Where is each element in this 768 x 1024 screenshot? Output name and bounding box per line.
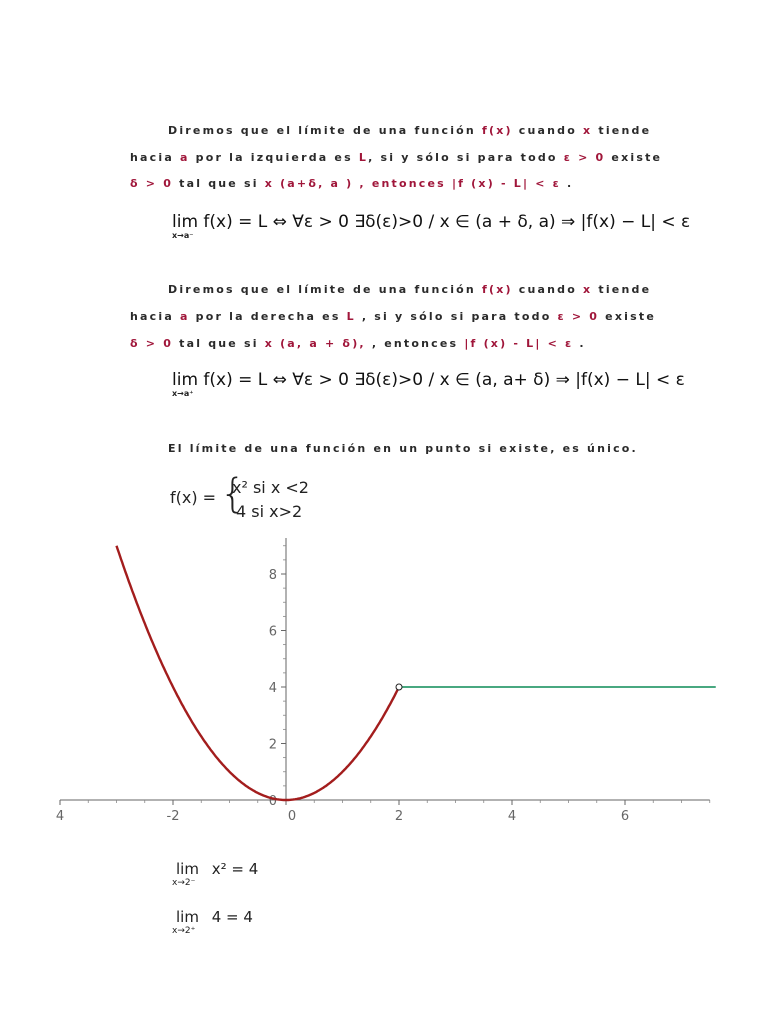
left-limit-formula	[172, 212, 690, 232]
left-limit-result	[172, 860, 259, 888]
left-result-subscript: x→2⁻	[172, 878, 196, 888]
left-formula-body: f(x) = L ⇔ ∀ε > 0 ∃δ(ε)>0 / x ∈ (a + δ, a) ⇒ |f(x) − L| < ε	[203, 212, 691, 232]
piecewise-lhs: f(x) =	[170, 488, 217, 507]
lim-symbol: lim	[172, 212, 199, 232]
y-tick-label: 0	[268, 794, 277, 809]
x-tick-label: 4	[507, 809, 517, 824]
lim-symbol: lim	[176, 860, 199, 878]
right-def-line-1: Diremos que el límite de una función f(x) cuando x tiende	[168, 283, 652, 296]
piecewise-case-1: x² si x <2	[232, 478, 309, 497]
right-result-subscript: x→2⁺	[172, 926, 196, 936]
x-tick-label: 2	[394, 809, 404, 824]
left-result-expr: x² = 4	[211, 860, 259, 878]
piecewise-brace: {	[220, 471, 246, 517]
left-def-line-1: Diremos que el límite de una función f(x) cuando x tiende	[168, 124, 652, 137]
graph-axes	[60, 538, 710, 800]
x-tick-label: -2	[166, 809, 180, 824]
y-tick-label: 6	[268, 624, 277, 640]
x-tick-label: 6	[620, 809, 630, 824]
parabola-curve	[117, 546, 400, 800]
x-tick-label: 0	[287, 809, 297, 824]
open-point-marker	[396, 684, 402, 690]
y-tick-label: 4	[268, 681, 277, 696]
left-def-line-3: δ > 0 tal que si x (a+δ, a ) , entonces |f (x) - L| < ε .	[130, 177, 574, 190]
right-formula-body: f(x) = L ⇔ ∀ε > 0 ∃δ(ε)>0 / x ∈ (a, a+ δ) ⇒ |f(x) − L| < ε	[203, 370, 685, 390]
y-tick-label: 8	[268, 568, 277, 583]
x-tick-label: 4	[55, 809, 65, 824]
graph-ticks	[56, 546, 710, 824]
right-result-expr: 4 = 4	[211, 908, 253, 926]
y-tick-label: 2	[268, 737, 277, 753]
left-lim-subscript: x→a⁻	[172, 231, 194, 240]
graph-curves	[117, 546, 716, 800]
right-lim-subscript: x→a⁺	[172, 389, 194, 398]
right-limit-formula	[172, 370, 685, 390]
lim-symbol: lim	[176, 908, 199, 926]
function-graph	[0, 530, 768, 870]
lim-symbol: lim	[172, 370, 199, 390]
left-def-line-2: hacia a por la izquierda es L, si y sólo si para todo ε > 0 existe	[130, 151, 663, 164]
right-def-line-2: hacia a por la derecha es L , si y sólo si para todo ε > 0 existe	[130, 310, 656, 323]
right-def-line-3: δ > 0 tal que si x (a, a + δ), , entonces |f (x) - L| < ε .	[130, 337, 586, 350]
right-limit-result	[172, 908, 253, 936]
piecewise-case-2: 4 si x>2	[236, 502, 303, 521]
